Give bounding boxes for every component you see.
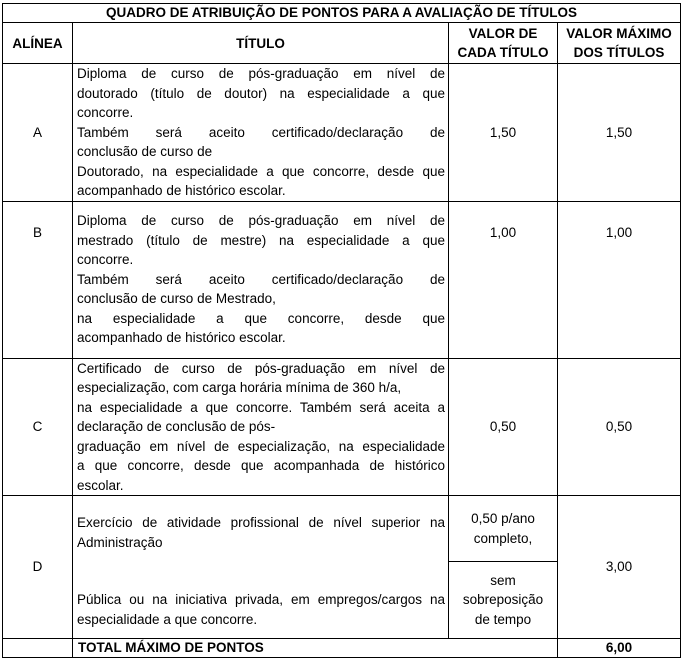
titulo-cell <box>73 496 449 639</box>
titulo-line: Administração <box>77 534 163 550</box>
titulo-line: acompanhado de histórico escolar. <box>77 330 286 346</box>
titulo-cell <box>73 201 449 358</box>
total-value: 6,00 <box>558 639 681 658</box>
header-maximo-line1: VALOR MÁXIMO <box>566 26 672 41</box>
total-label: TOTAL MÁXIMO DE PONTOS <box>73 639 558 658</box>
valor-cell-bottom <box>449 562 558 639</box>
titulo-line: Diploma de curso de pós-graduação em nível de <box>77 66 445 81</box>
titulo-line: doutorado (título de doutor) na especialidade a que <box>77 85 445 101</box>
titulo-line: especialidade a que concorre. <box>77 611 258 627</box>
valor-line: completo, <box>473 530 533 546</box>
valor-cell: 1,00 <box>449 201 558 358</box>
valor-cell-top <box>449 496 558 562</box>
titulo-line: conclusão de curso de Mestrado, <box>77 291 276 307</box>
titulo-line: na especialidade a que concorre. Também será aceita a <box>77 399 445 415</box>
titulo-line: graduação em nível de especialização, na especialidade <box>77 438 445 454</box>
titulo-line: na especialidade a que concorre, desde que <box>77 310 445 326</box>
titulo-line: conclusão de curso de <box>77 144 213 159</box>
header-valor-line2: CADA TÍTULO <box>457 45 549 60</box>
total-row <box>3 639 681 658</box>
titulo-line: escolar. <box>77 477 124 493</box>
titulo-cell <box>73 64 449 202</box>
titulo-line: concorre. <box>77 252 134 268</box>
table-row <box>3 201 681 358</box>
maximo-cell: 1,00 <box>558 201 681 358</box>
valor-line: sobreposição <box>462 592 544 608</box>
titulo-line: Também será aceito certificado/declaração de <box>77 271 445 287</box>
valor-line: de tempo <box>474 611 532 627</box>
titulo-line: Diploma de curso de pós-graduação em nível de <box>77 213 445 229</box>
alinea-cell: A <box>3 64 73 202</box>
header-valor-line1: VALOR DE <box>468 26 538 41</box>
titulo-cell <box>73 358 449 496</box>
header-alinea: ALÍNEA <box>3 23 73 64</box>
titulo-line: Certificado de curso de pós-graduação em nível de <box>77 360 445 376</box>
titulo-line: especialização, com carga horária mínima de 360 h/a, <box>77 380 402 395</box>
titulo-line: concorre. <box>77 105 134 120</box>
table-title: QUADRO DE ATRIBUIÇÃO DE PONTOS PARA A AVALIAÇÃO DE TÍTULOS <box>3 4 681 23</box>
titulo-line: acompanhado de histórico escolar. <box>77 183 286 198</box>
titulo-line: declaração de conclusão de pós- <box>77 419 276 434</box>
alinea-cell: C <box>3 358 73 496</box>
valor-line: sem <box>490 572 516 588</box>
header-maximo-line2: DOS TÍTULOS <box>573 45 665 60</box>
maximo-cell: 1,50 <box>558 64 681 202</box>
table-row <box>3 496 681 562</box>
table-row <box>3 358 681 496</box>
header-maximo <box>558 23 681 64</box>
titulo-line: Doutorado, na especialidade a que concorre, desde que <box>77 163 445 179</box>
titulo-line: mestrado (título de mestre) na especialidade a que <box>77 232 445 248</box>
alinea-cell: D <box>3 496 73 639</box>
header-titulo: TÍTULO <box>73 23 449 64</box>
points-table <box>2 3 681 658</box>
titulo-line: Também será aceito certificado/declaração de <box>77 124 445 140</box>
valor-line: 0,50 p/ano <box>471 511 535 526</box>
maximo-cell: 0,50 <box>558 358 681 496</box>
table-row <box>3 64 681 202</box>
maximo-cell: 3,00 <box>558 496 681 639</box>
valor-cell: 0,50 <box>449 358 558 496</box>
titulo-line: Exercício de atividade profissional de nível superior na <box>77 515 445 530</box>
alinea-cell: B <box>3 201 73 358</box>
titulo-line: a que concorre, desde que acompanhada de histórico <box>77 458 445 473</box>
header-valor <box>449 23 558 64</box>
valor-cell: 1,50 <box>449 64 558 202</box>
titulo-line: Pública ou na iniciativa privada, em empregos/cargos na <box>77 592 445 607</box>
